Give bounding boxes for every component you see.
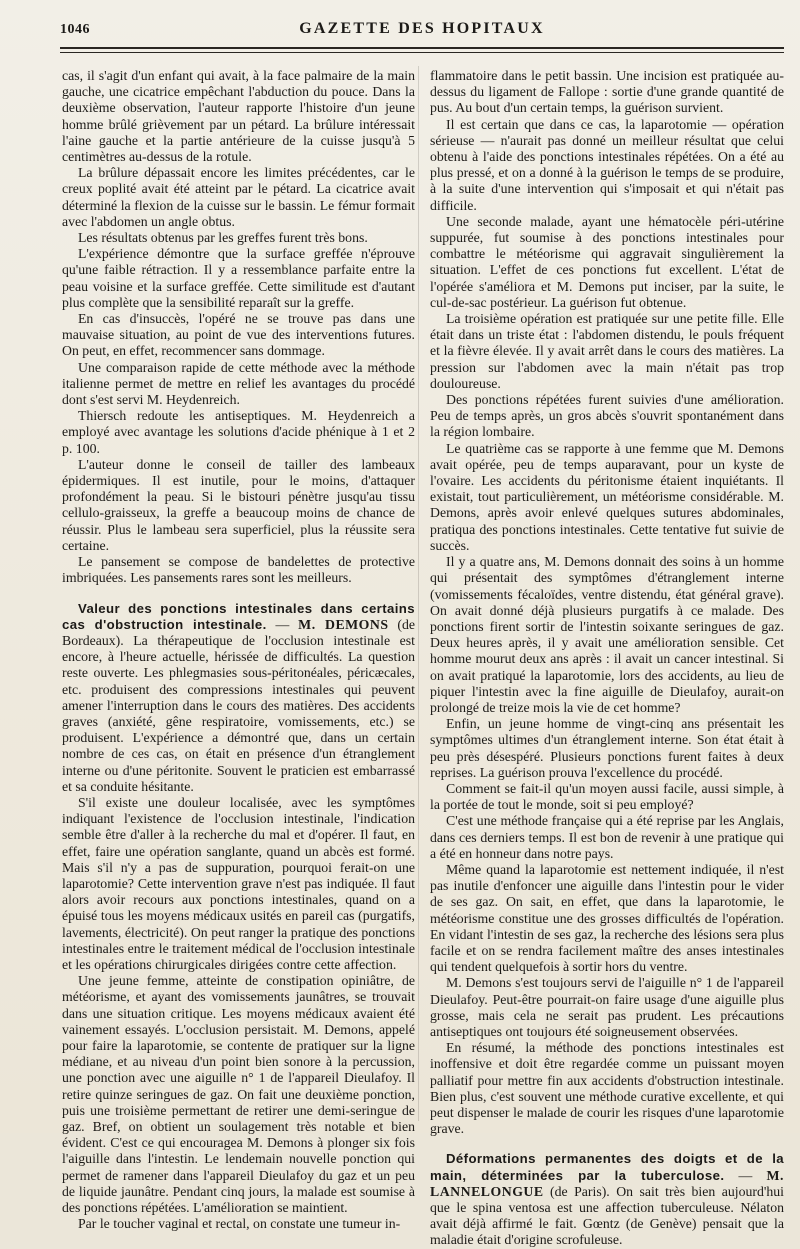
section-spacer [430,1137,784,1151]
page-number: 1046 [60,22,90,37]
paragraph: S'il existe une douleur localisée, avec les symptômes indiquant l'existence de l'occlusion intestinale, l'indication semble être d'aller à la recherche du mal et d'opérer. Il faut, en effet, faire une opération sanglante, quand un abcès est formé. Mais s'il n'y a pas de suppuration, pourquoi ferait-on une laparotomie? Cette intervention grave n'est pas indiquée. Il faut alors avoir recours aux ponctions intestinales, quand on a épuisé tous les moyens médicaux usités en pareil cas (purgatifs, lavements, électricité). On peut ranger la pratique des ponctions intestinales entre le traitement médical de l'occlusion intestinale et les opérations chirurgicales dirigées contre cette affection. [62,794,415,972]
paragraph: flammatoire dans le petit bassin. Une incision est pratiquée au-dessus du ligament de Fallope : sortie d'une grande quantité de pus. Au bout d'un certain temps, la guérison survient. [430,68,784,116]
section-body: (de Paris). On sait très bien aujourd'hui que le spina ventosa est une affection tuberculeuse. Nélaton avait déjà affirmé le fait. Gœntz (de Genève) pensait que la maladie était d'origine scrofuleuse. [430,1183,784,1248]
paragraph: L'expérience démontre que la surface greffée n'éprouve qu'une faible rétraction. Il y a ressemblance parfaite entre la peau voisine et la surface greffée. Cette similitude est d'autant plus complète que la sensibilité reparaît sur la greffe. [62,246,415,310]
paragraph: Des ponctions répétées furent suivies d'une amélioration. Peu de temps après, un gros abcès s'ouvrit spontanément dans la région lombaire. [430,392,784,440]
section-author: M. LANNELONGUE [430,1167,784,1199]
section-lead-paragraph [62,601,415,795]
left-column [62,68,415,1232]
column-divider [418,66,419,1121]
paragraph: Même quand la laparotomie est nettement indiquée, il n'est pas inutile d'enfoncer une aiguille dans l'intestin pour le vider de ses gaz. On sait, en effet, que dans la laparotomie, le météorisme constitue une des grosses difficultés de l'opération. En vidant l'intestin de ses gaz, la recherche des lésions sera plus facile et on se rendra facilement maître des anses intestinales qui tendent quelquefois à sortir hors du ventre. [430,861,784,975]
paragraph: Comment se fait-il qu'un moyen aussi facile, aussi simple, à la portée de tout le monde, soit si peu employé? [430,780,784,813]
paragraph: C'est une méthode française qui a été reprise par les Anglais, dans ces derniers temps. Il est bon de revenir à une pratique qui a été en honneur dans notre pays. [430,813,784,861]
paragraph: Par le toucher vaginal et rectal, on constate une tumeur in- [78,1216,401,1232]
paragraph: cas, il s'agit d'un enfant qui avait, à la face palmaire de la main gauche, une cicatrice empêchant l'abduction du pouce. Dans la deuxième observation, l'auteur rapporte l'histoire d'un jeune homme brûlé grièvement par un pétard. La brûlure intéressait l'aine gauche et la partie antérieure de la cuisse jusqu'à 5 centimètres au-dessus de la rotule. [62,68,415,165]
section-author: M. DEMONS [298,616,389,632]
paragraph: Le quatrième cas se rapporte à une femme que M. Demons avait opérée, peu de temps auparavant, pour un kyste de l'ovaire. Les accidents du péritonisme étaient inquiétants. Il existait, tout particulièrement, un météorisme considérable. M. Demons, après avoir enlevé quelques sutures abdominales, pratiqua des ponctions intestinales. Cette tentative fut suivie de succès. [430,440,784,553]
section-spacer [62,587,415,601]
paragraph: La brûlure dépassait encore les limites précédentes, car le creux poplité avait été atteint par le pétard. La cicatrice avait déterminé la flexion de la cuisse sur le bassin. Le fémur formait avec l'abdomen un angle obtus. [62,165,415,229]
section-title: Déformations permanentes des doigts et de la main, déterminées par la tuberculose. [430,1151,784,1183]
paragraph: Une comparaison rapide de cette méthode avec la méthode italienne permet de mettre en relief les avantages du procédé dont s'est servi M. Heydenreich. [62,359,415,408]
paragraph: M. Demons s'est toujours servi de l'aiguille n° 1 de l'appareil Dieulafoy. Peut-être pourrait-on faire usage d'une aiguille plus grosse, mais cela ne serait pas prudent. Les précautions antiseptiques ont toujours été soigneusement observées. [430,975,784,1039]
paragraph: En cas d'insuccès, l'opéré ne se trouve pas dans une mauvaise situation, au point de vue des interventions futures. On peut, en effet, recommencer sans dommage. [62,311,415,359]
paragraph: Il y a quatre ans, M. Demons donnait des soins à un homme qui présentait des symptômes d'étranglement interne (vomissements fécaloïdes, ventre distendu, état général grave). On avait donné déjà plusieurs purgatifs à ce malade. Des ponctions firent sortir de l'intestin soixante seringues de gaz. Deux heures après, il y avait une amélioration sensible. Cet homme mourut deux ans après : il avait un cancer intestinal. Si on avait pratiqué la laparotomie, lors des accidents, au lieu de piquer l'intestin avec la fine aiguille de Dieulafoy, aurait-on prolongé de treize mois la vie de cet homme? [430,554,784,715]
running-title: GAZETTE DES HOPITAUX [299,20,545,37]
section-title: Valeur des ponctions intestinales dans certains cas d'obstruction intestinale. [62,600,415,632]
paragraph: En résumé, la méthode des ponctions intestinales est inoffensive et doit être regardée comme un puissant moyen palliatif pour mettre fin aux accidents d'obstruction intestinale. Bien plus, c'est souvent une méthode curative excellente, et qui peut dispenser le malade de courir les risques d'une laparotomie grave. [430,1040,784,1137]
paragraph: Il est certain que dans ce cas, la laparotomie — opération sérieuse — n'aurait pas donné un meilleur résultat que celui obtenu à l'aide des ponctions intestinales répétées. On a été au plus pressé, et on a donné à la guérison le temps de se produire, à la suite d'une intervention qui s'imposait et qui n'était pas difficile. [430,116,784,213]
section-lead-paragraph [430,1151,784,1248]
paragraph: Une jeune femme, atteinte de constipation opiniâtre, de météorisme, et ayant des vomissements jaunâtres, se trouvait dans une situation critique. Les moyens médicaux avaient été vainement essayés. L'occlusion persistait. M. Demons, appelé pour faire la laparotomie, se contente de pratiquer sur la ligne médiane, et au niveau d'un point bien sonore à la percussion, une ponction avec une aiguille n° 1 de l'appareil Dieulafoy. Il retire quinze seringues de gaz. On fait une deuxième ponction, puis une troisième permettant de retirer une demi-seringue de gaz. Bref, on obtient un soulagement très notable et bien évident. C'est ce qui encouragea M. Demons à plonger six fois l'aiguille dans l'intestin. Le lendemain nouvelle ponction qui permet de ramener dans l'appareil Dieulafoy du gaz et un peu de liquide jaunâtre. Pendant cinq jours, la malade est soumise à des ponctions répétées. L'amélioration se maintient. [62,973,415,1216]
section-dash: — [266,616,299,632]
paragraph: Les résultats obtenus par les greffes furent très bons. [78,230,368,246]
paragraph: Thiersch redoute les antiseptiques. M. Heydenreich a employé avec avantage les solutions d'acide phénique à 1 et 2 p. 100. [62,408,415,456]
header-rule-thick [60,47,784,49]
header-rule-thin [60,52,784,53]
paragraph: Enfin, un jeune homme de vingt-cinq ans présentait les symptômes ultimes d'un étranglement interne. Son état était à peu près désespéré. Plusieurs ponctions furent faites à deux reprises. La guérison prouva l'excellence du procédé. [430,716,784,780]
page-header [60,18,784,42]
paragraph: L'auteur donne le conseil de tailler des lambeaux épidermiques. Il est inutile, pour le moins, d'attaquer profondément la peau. Si le bistouri pénètre jusqu'au tissu cellulo-graisseux, la greffe a beaucoup moins de chance de réussir. Plus le lambeau sera superficiel, plus la réussite sera certaine. [62,456,415,553]
section-body: (de Bordeaux). La thérapeutique de l'occlusion intestinale est encore, à l'heure actuelle, hérissée de difficultés. La question reste ouverte. Les phlegmasies sous-péritonéales, péricæcales, etc. produisent des compressions intestinales qui peuvent amener l'interruption dans le cours des matières. Des accidents graves (anxiété, gêne respiratoire, vomissements, etc.) se produisent. L'expérience a démontré que, dans un certain nombre de ces cas, on était en présence d'un étranglement interne ou d'une péritonite. Souvent le praticien est embarrassé et sa conduite hésitante. [62,616,415,794]
paragraph: Le pansement se compose de bandelettes de protective imbriquées. Les pansements rares sont les meilleurs. [62,554,415,586]
paragraph: La troisième opération est pratiquée sur une petite fille. Elle était dans un triste état : l'abdomen distendu, le pouls fréquent et la fièvre élevée. Il y avait arrêt dans le cours des matières. La pression sur l'abdomen avec la main n'était pas trop douloureuse. [430,311,784,391]
section-dash: — [724,1167,767,1183]
right-column [430,68,784,1248]
paragraph: Une seconde malade, ayant une hématocèle péri-utérine suppurée, fut soumise à des ponctions intestinales pour combattre le météorisme qui aggravait singulièrement la situation. L'effet de ces ponctions fut excellent. L'état de l'opérée s'améliora et M. Demons put inciser, par la suite, le cul-de-sac postérieur. La guérison fut obtenue. [430,213,784,310]
